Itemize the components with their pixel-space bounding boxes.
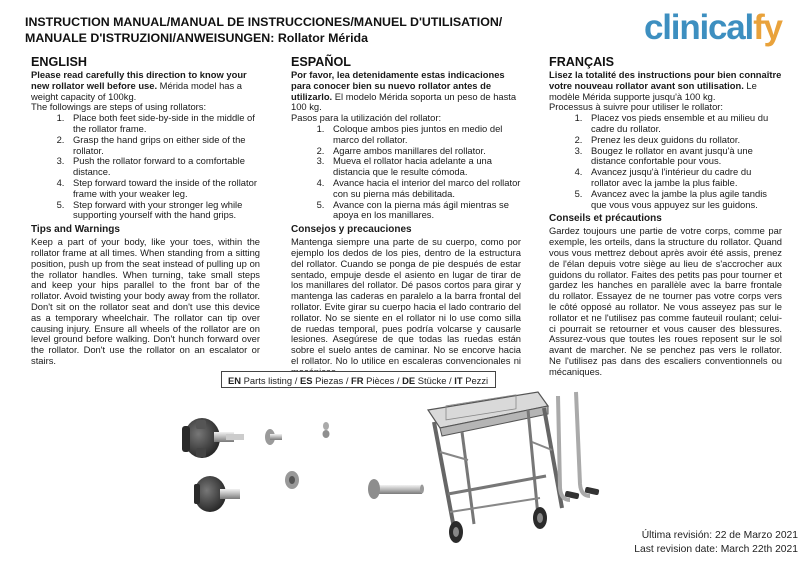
spanish-step: 5. Avance con la pierna más ágil mientras se apoya en los manillares. bbox=[327, 200, 521, 222]
screw-icon bbox=[285, 471, 299, 489]
spanish-steps-intro: Pasos para la utilización del rollator: bbox=[291, 112, 442, 124]
brand-logo bbox=[644, 8, 782, 48]
french-step: 2. Prenez les deux guidons du rollator. bbox=[585, 135, 782, 146]
english-heading: ENGLISH bbox=[31, 55, 87, 69]
english-step: 4. Step forward toward the inside of the rollator frame with your weaker leg. bbox=[67, 178, 260, 200]
screw-icon bbox=[265, 429, 282, 445]
french-heading: FRANÇAIS bbox=[549, 55, 615, 69]
parts-de-code: DE bbox=[402, 375, 416, 386]
french-step: 3. Bougez le rollator en avant jusqu'à une distance confortable pour vous. bbox=[585, 146, 782, 168]
french-tips-text: Gardez toujours une partie de votre corps, comme par exemple, les orteils, dans la structure du rollator. Quand vous vous mettrez debout après avoir été assis, prenez de l'élan depuis votre siège au lieu de s'accrocher aux guidons du rollator. Faites des petits pas pour tourner et gardez les hanches en parallèle avec la barre frontale du rollator. Essayez de ne tourner pas votre corps vers le côté opposé au rollator. Ne vous asseyez pas sur le rollator et ne l'utilisez pas comme fauteuil roulant; celui-ci pourrait se retourner et vous causer des blessures. Assurez-vous que toutes les roues reposent sur le sol avant de marcher. Ne se penchez pas vers le rollator. Ne l'utilisez pas dans des escaliers conventionnels ou mécaniques. bbox=[549, 225, 782, 377]
english-section bbox=[31, 55, 260, 367]
parts-fr-code: FR bbox=[351, 375, 364, 386]
spanish-intro-bold: Por favor, lea detenidamente estas indicaciones para conocer bien su nuevo rollator antes de utilizarlo. bbox=[291, 69, 505, 102]
wheel-knob-icon bbox=[194, 476, 240, 512]
revision-date-en: Last revision date: March 22th 2021 bbox=[634, 544, 798, 555]
spanish-steps-list bbox=[291, 124, 521, 221]
spanish-section bbox=[291, 55, 521, 378]
parts-en-label: Parts listing bbox=[243, 375, 293, 386]
parts-it-code: IT bbox=[454, 375, 463, 386]
parts-fr-label: Pièces bbox=[366, 375, 395, 386]
title-line-1: INSTRUCTION MANUAL/MANUAL DE INSTRUCCIONES/MANUEL D'UTILISATION/ bbox=[25, 15, 503, 29]
parts-it-label: Pezzi bbox=[465, 375, 489, 386]
parts-es-code: ES bbox=[299, 375, 313, 386]
english-intro-rest: Mérida model has a weight capacity of 100kg. bbox=[31, 79, 243, 102]
french-step: 1. Placez vos pieds ensemble et au milieu du cadre du rollator. bbox=[585, 113, 782, 135]
parts-illustration bbox=[170, 392, 430, 542]
french-step: 5. Avancez avec la jambe la plus agile tandis que vous vous appuyez sur les guidons. bbox=[585, 189, 782, 211]
parts-en-code: EN bbox=[228, 375, 242, 386]
english-step: 1. Place both feet side-by-side in the middle of the rollator frame. bbox=[67, 113, 260, 135]
spanish-heading: ESPAÑOL bbox=[291, 55, 351, 69]
parts-separator: / bbox=[396, 375, 400, 386]
rollator-frame-icon bbox=[420, 388, 610, 548]
french-steps-intro: Processus à suivre pour utiliser le rollator: bbox=[549, 101, 724, 113]
french-tips-heading: Conseils et précautions bbox=[549, 213, 662, 225]
french-step: 4. Avancez jusqu'à l'intérieur du cadre du rollator avec la jambe la plus faible. bbox=[585, 167, 782, 189]
spanish-tips-text: Mantenga siempre una parte de su cuerpo, como por ejemplo los dedos de los pies, dentro de la estructura del rollator. Cuando se ponga de pie después de estar sentado, empuje desde el asiento en lugar de tirar de los manillares del rollator. Dé pasos cortos para girar y mantenga las caderas en paralelo a la barra frontal del rollator. Evite girar su cuerpo hacia el lado contrario del rollator. No se siente en el rollator ni lo use como silla de ruedas temporal, pues podría volcarse y causarle lesiones. Asegúrese de que todas las ruedas están sobre el suelo antes de caminar. No se encorve hacia el rollator. No lo utilice en escaleras convencionales ni bbox=[291, 236, 521, 366]
screw-icon bbox=[323, 422, 330, 438]
english-step: 2. Grasp the hand grips on either side of the rollator. bbox=[67, 135, 260, 157]
spanish-step: 2. Agarre ambos manillares del rollator. bbox=[327, 146, 521, 157]
parts-listing-bar bbox=[221, 371, 496, 388]
english-tips-text: Keep a part of your body, like your toes, within the rollator frame at all times. When standing from a sitting position, push up from the seat instead of pulling up on the rollator handles. When turning, take small steps and keep your hips parallel to the front bar of the rollator. Avoid twisting your body away from the rollator. Don't sit on the rollator seat and don't use this device as a temporary wheelchair. The rollator can tip over causing injury. Ensure all wheels of the rollator are on level ground before walking. Don't hunch forward over the rollator. Don't use the rollator on an escalator or stairs. bbox=[31, 236, 260, 366]
parts-separator: / bbox=[449, 375, 452, 386]
spanish-tips-heading: Consejos y precauciones bbox=[291, 224, 412, 236]
knob-icon bbox=[182, 418, 244, 458]
logo-end: fy bbox=[753, 8, 782, 47]
parts-separator: / bbox=[345, 375, 349, 386]
bolt-icon bbox=[368, 479, 424, 499]
parts-es-label: Piezas bbox=[315, 375, 344, 386]
revision-date-es: Última revisión: 22 de Marzo 2021 bbox=[641, 530, 798, 541]
spanish-intro-rest: El modelo Mérida soporta un peso de hasta 100 kg. bbox=[291, 90, 517, 113]
english-steps-intro: The followings are steps of using rollators: bbox=[31, 101, 207, 113]
parts-separator: / bbox=[294, 375, 298, 386]
spanish-step: 3. Mueva el rollator hacia adelante a una distancia que le resulte cómoda. bbox=[327, 156, 521, 178]
french-intro-rest: Le modèle Mérida supporte jusqu'à 100 kg. bbox=[549, 79, 757, 102]
french-intro-bold: Lisez la totalité des instructions pour bien connaître votre nouveau rollator avant son utilisation. bbox=[549, 69, 782, 91]
logo-main: clinical bbox=[644, 8, 754, 47]
english-step: 5. Step forward with your stronger leg while supporting yourself with the hand grips. bbox=[67, 200, 260, 222]
french-steps-list bbox=[549, 113, 782, 210]
document-title bbox=[25, 14, 545, 46]
french-section bbox=[549, 55, 782, 378]
title-line-2: MANUALE D'ISTRUZIONI/ANWEISUNGEN: Rollator Mérida bbox=[25, 31, 369, 45]
english-intro-bold: Please read carefully this direction to know your new rollator well before use. bbox=[31, 69, 247, 91]
spanish-step: 4. Avance hacia el interior del marco del rollator con su pierna más debilitada. bbox=[327, 178, 521, 200]
english-step: 3. Push the rollator forward to a comfortable distance. bbox=[67, 156, 260, 178]
parts-de-label: Stücke bbox=[417, 375, 447, 386]
english-tips-heading: Tips and Warnings bbox=[31, 224, 120, 236]
english-steps-list bbox=[31, 113, 260, 221]
spanish-step: 1. Coloque ambos pies juntos en medio del marco del rollator. bbox=[327, 124, 521, 146]
